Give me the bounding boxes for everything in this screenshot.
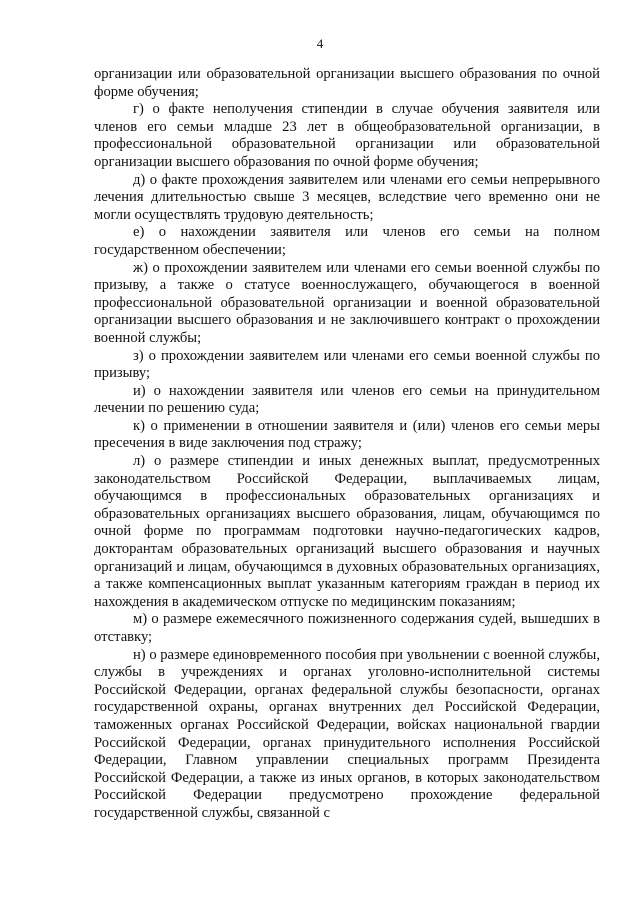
document-body xyxy=(94,66,600,823)
paragraph-item-z: з) о прохождении заявителем или членами его семьи военной службы по призыву; xyxy=(94,347,600,382)
paragraph-item-k: к) о применении в отношении заявителя и (или) членов его семьи меры пресечения в виде заключения под стражу; xyxy=(94,417,600,452)
page-number: 4 xyxy=(316,36,324,51)
paragraph-item-m: м) о размере ежемесячного пожизненного содержания судей, вышедших в отставку; xyxy=(94,611,600,645)
paragraph-item-g: г) о факте неполучения стипендии в случае обучения заявителя или членов его семьи младше 23 лет в общеобразовательной организации, в профессиональной образовательной организации или образовательной организации высшего образования по очной форме обучения; xyxy=(94,101,600,170)
paragraph-item-e: е) о нахождении заявителя или членов его семьи на полном государственном обеспечении; xyxy=(94,224,600,258)
paragraph-item-n: н) о размере единовременного пособия при увольнении с военной службы, службы в учреждениях и органах уголовно-исполнительной системы Российской Федерации, органах федеральной службы безопасности, органах государственной охраны, органах внутренних дел Российской Федерации, таможенных органах Российской Федерации, войсках национальной гвардии Российской Федерации, органах принудительного исполнения Российской Федерации, Главном управлении специальных программ Президента Российской Федерации, а также из иных органов, в которых законодательством Российской Федерации предусмотрено прохождение федеральной государственной службы, связанной с xyxy=(94,646,600,821)
paragraph-continuation: организации или образовательной организации высшего образования по очной форме обучения; xyxy=(94,66,600,100)
paragraph-item-i: и) о нахождении заявителя или членов его семьи на принудительном лечении по решению суда; xyxy=(94,382,600,417)
paragraph-item-zh: ж) о прохождении заявителем или членами его семьи военной службы по призыву, а также о статусе военнослужащего, обучающегося в военной профессиональной образовательной организации и военной образовательной организации высшего образования и не заключившего контракт о прохождении военной службы; xyxy=(94,259,600,346)
paragraph-item-d: д) о факте прохождения заявителем или членами его семьи непрерывного лечения длительностью свыше 3 месяцев, вследствие чего временно они не могли осуществлять трудовую деятельность; xyxy=(94,171,600,223)
paragraph-item-l: л) о размере стипендии и иных денежных выплат, предусмотренных законодательством Российской Федерации, выплачиваемых лицам, обучающимся в профессиональных образовательных организациях и образовательных организациях высшего образования, лицам, обучающимся по очной форме по программам подготовки научно-педагогических кадров, докторантам образовательных организаций высшего образования и научных организаций и лицам, обучающимся в духовных образовательных организациях, а также компенсационных выплат указанным категориям граждан в период их нахождения в академическом отпуске по медицинским показаниям; xyxy=(94,453,600,610)
